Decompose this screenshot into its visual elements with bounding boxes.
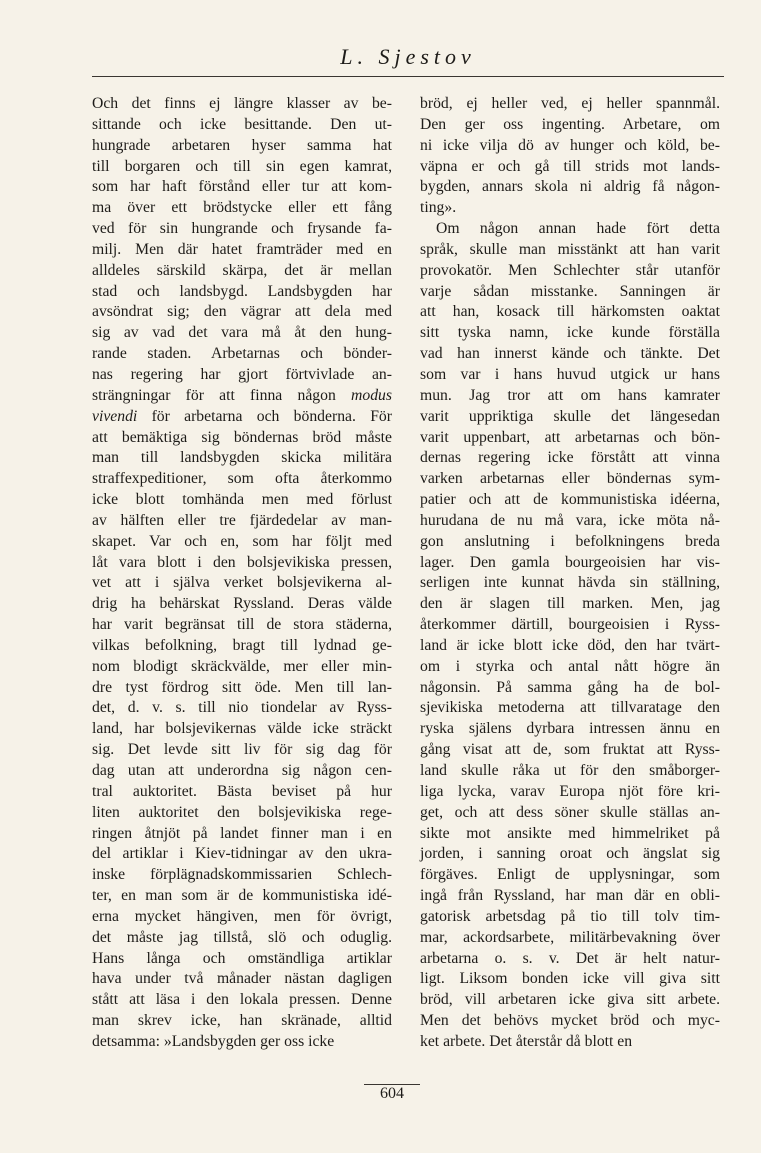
text-line: sig. Det levde sitt liv för sig dag för [92, 741, 392, 759]
header-rule [92, 76, 724, 77]
text-line: gatorisk arbetsdag på tio till tolv tim- [420, 907, 720, 925]
text-line: milj. Men där hatet framträder med en [92, 240, 392, 258]
text-line: ryska själens dyrbara intressen ännu en [420, 720, 720, 738]
text-line: det, d. v. s. till nio tiondelar av Ryss- [92, 699, 392, 717]
text-line: arbetarna o. s. v. Det är helt natur- [420, 949, 720, 967]
text-line: någonsin. På samma gång ha de bol- [420, 678, 720, 696]
text-line: låt vara blott i den bolsjevikiska pressen, [92, 553, 392, 571]
text-line: serligen inte kunnat hävda sin ställning, [420, 574, 720, 592]
text-line: att han, kosack till härkomsten oaktat [420, 303, 720, 321]
text-line: stad och landsbygd. Landsbygden har [92, 282, 392, 300]
text-line: nom blodigt skräckvälde, mer eller min- [92, 657, 392, 675]
text-line: gon anslutning i befolkningens breda [420, 532, 720, 550]
text-line: dre tyst fördrog sitt öde. Men till lan- [92, 678, 392, 696]
text-line: som har haft förstånd eller tur att kom- [92, 178, 392, 196]
text-line: vet att i själva verket bolsjevikerna al- [92, 574, 392, 592]
text-line: ting». [420, 199, 457, 217]
text-line: som var i hans huvud utgick ur hans [420, 365, 720, 383]
text-line: ket arbete. Det återstår då blott en [420, 1032, 633, 1050]
text-line: vilkas befolkning, bragt till lydnad ge- [92, 636, 392, 654]
text-line: varje sådan misstanke. Sanningen är [420, 282, 720, 300]
text-line: mar, ackordsarbete, militärbevakning över [420, 928, 720, 946]
text-line: återkommer därtill, bourgeoisien i Ryss- [420, 616, 720, 634]
text-line: Och det finns ej längre klasser av be- [92, 95, 392, 112]
text-line: liga lycka, varav Europa njöt före kri- [420, 782, 720, 800]
text-line: dag utan att underordna sig någon cen- [92, 762, 392, 779]
text-line: Men det behövs mycket bröd och myc- [420, 1012, 720, 1030]
text-line: den är slagen till marken. Men, jag [420, 595, 720, 613]
text-line: Den ger oss ingenting. Arbetare, om [420, 115, 720, 133]
text-line: hurudana de nu må vara, icke möta nå- [420, 511, 720, 529]
text-line: provokatör. Men Schlechter står utanför [420, 261, 720, 279]
text-line: varken arbetarnas eller böndernas sym- [420, 470, 720, 488]
page-number: 604 [380, 1085, 404, 1102]
text-line: hungrade arbetaren hyser samma hat [92, 136, 392, 154]
text-line: hava under två månader nästan dagligen [92, 970, 392, 988]
text-line: sjevikiska metoderna att tillvaratage den [420, 699, 720, 717]
text-line: drig ha behärskat Ryssland. Deras välde [92, 595, 392, 613]
text-line: ter, en man som är de kommunistiska idé- [92, 887, 392, 905]
text-line: ved för sin hungrande och frysande fa- [92, 220, 392, 238]
text-line: varit uppenbart, att arbetarnas och bön- [420, 428, 720, 446]
text-line: har varit begränsat till de stora städerna, [92, 616, 392, 634]
text-line: man skrev icke, han skränade, alltid [92, 1012, 392, 1030]
left-column [92, 94, 392, 1053]
text-line: bygden, annars skola ni aldrig få någon- [420, 178, 720, 196]
text-line: Hans långa och omständliga artiklar [92, 949, 392, 967]
text-line: till borgaren och till sin egen kamrat, [92, 157, 392, 175]
text-line: ringen åtnjöt på landet finner man i en [92, 824, 392, 842]
text-line: skapet. Var och en, som har följt med [92, 532, 392, 550]
text-line: dernas regering icke förstått att vinna [420, 449, 720, 467]
right-column [420, 94, 720, 1053]
text-line: get, och att dess söner skulle ställas an- [420, 803, 720, 821]
text-line: språk, skulle man misstänkt att han varit [420, 240, 720, 258]
text-line: om i styrka och antal nått högre än [420, 657, 720, 675]
text-line: stått att läsa i den lokala pressen. Denne [92, 991, 392, 1009]
text-line: att bemäktiga sig böndernas bröd måste [92, 428, 392, 446]
text-line: nas regering har gjort förtvivlade an- [92, 365, 392, 383]
text-line: man till landsbygden skicka militära [92, 449, 392, 467]
text-line: ligt. Liksom bonden icke vill giva sitt [420, 970, 720, 988]
text-line: ma över ett brödstycke eller ett fång [92, 199, 392, 217]
text-line: sig av vad det vara må åt den hung- [92, 324, 392, 342]
text-line: strängningar för att finna någon modus [92, 386, 392, 404]
text-line: straffexpeditioner, som ofta återkommo [92, 470, 392, 488]
text-line: det måste jag tillstå, slö och oduglig. [92, 928, 392, 946]
text-line: lager. Den gamla bourgeoisien har vis- [420, 553, 720, 571]
text-line: mun. Jag tror att om hans kamrater [420, 386, 720, 404]
text-line: avsöndrat sig; den vägrar att dela med [92, 303, 392, 321]
text-line: patier och att de kommunistiska idéerna, [420, 491, 720, 509]
text-line: detsamma: »Landsbygden ger oss icke [92, 1032, 335, 1050]
text-line: varit uppriktiga skulle det längesedan [420, 407, 720, 425]
running-header: L. Sjestov [340, 44, 476, 69]
text-line: ingå från Ryssland, har man där en obli- [420, 887, 720, 905]
text-line: jorden, i sanning oroat och ängslat sig [420, 845, 720, 863]
text-line: ni icke vilja dö av hunger och köld, be- [420, 136, 720, 154]
text-line: sitt tyska namn, icke kunde förställa [420, 324, 720, 342]
text-line: av hälften eller tre fjärdedelar av man- [92, 511, 392, 529]
text-line: sikte mot ansikte med himmelriket på [420, 824, 720, 842]
text-line: bröd, ej heller ved, ej heller spannmål. [420, 95, 720, 112]
text-line: gång visat att de, som fruktat att Ryss- [420, 741, 720, 759]
text-line: rande staden. Arbetarnas och bönder- [92, 345, 392, 363]
text-line: väpna er och gå till strids mot lands- [420, 157, 720, 175]
text-line: land skulle råka ut för den småborger- [420, 762, 720, 779]
text-line: land är icke blott icke död, den har tvärt- [420, 636, 720, 654]
text-line: vad han innerst kände och tänkte. Det [420, 345, 720, 363]
text-line: bröd, vill arbetaren icke giva sitt arbete. [420, 991, 720, 1009]
text-line: förgäves. Enligt de upplysningar, som [420, 866, 720, 884]
text-line: land, har bolsjevikernas välde icke sträckt [92, 720, 392, 738]
text-line: icke blott tomhända men med förlust [92, 491, 392, 509]
text-line: erna mycket hängiven, men för övrigt, [92, 907, 392, 925]
text-line: sittande och icke besittande. Den ut- [92, 115, 392, 133]
text-line: Om någon annan hade fört detta [436, 220, 720, 238]
text-line: tral auktoritet. Bästa beviset på hur [92, 782, 392, 800]
text-line: inske förplägnadskommissarien Schlech- [92, 866, 392, 884]
text-line: del artiklar i Kiev-tidningar av den ukra- [92, 845, 392, 863]
text-line: alldeles särskild skärpa, det är mellan [92, 261, 392, 279]
text-line: liten auktoritet den bolsjevikiska rege- [92, 803, 392, 821]
text-line: vivendi för arbetarna och bönderna. För [92, 407, 392, 425]
